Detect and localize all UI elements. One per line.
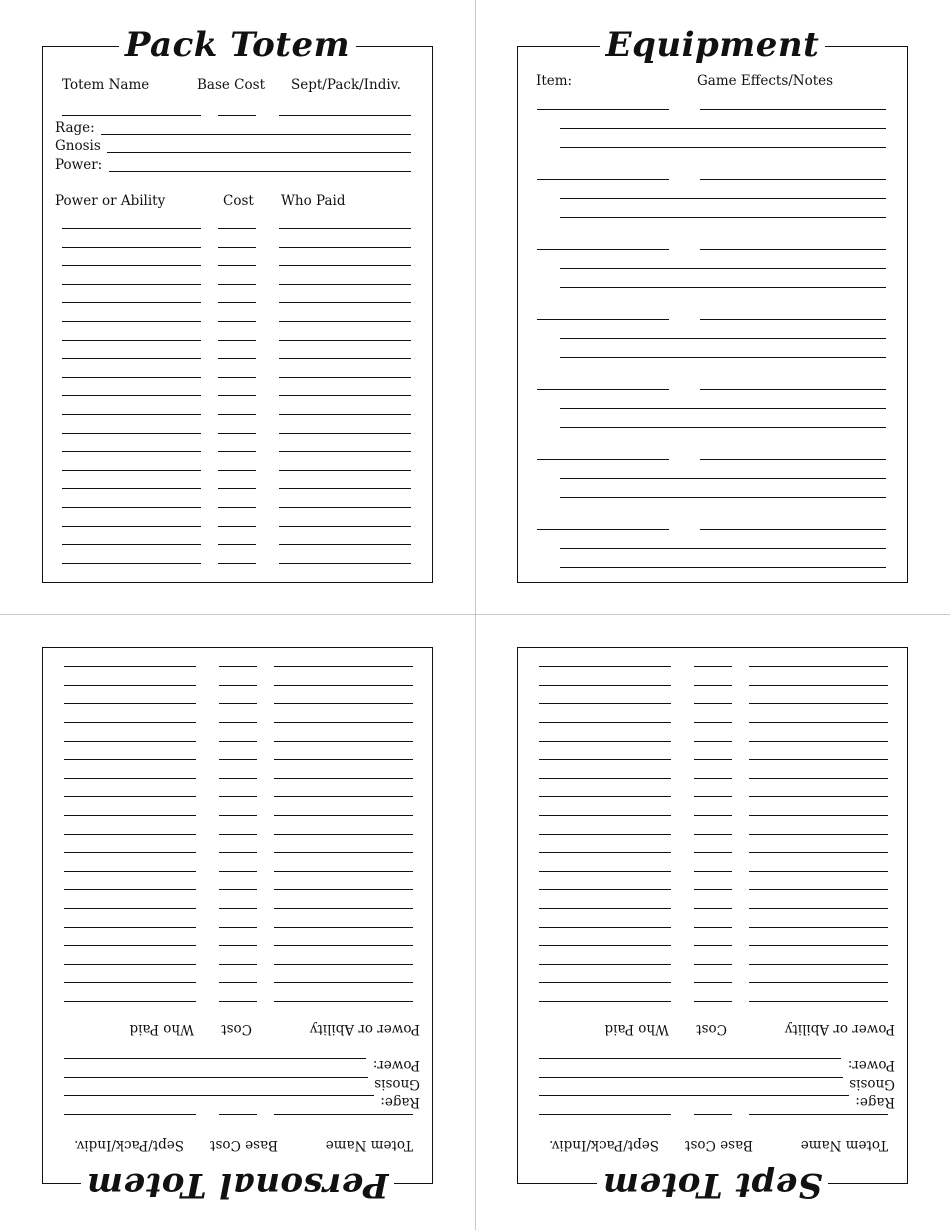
cost-line [694,703,732,704]
rage-line [64,1095,374,1096]
notes-line [560,128,886,129]
notes-line [560,198,886,199]
ability-line [749,834,888,835]
cost-line [218,302,256,303]
rage-line [101,134,411,135]
base-cost-label: Base Cost [685,1137,753,1153]
ability-line [749,871,888,872]
cost-line [694,778,732,779]
who-paid-line [64,703,196,704]
gnosis-label: Gnosis [374,1076,420,1092]
power-ability-label: Power or Ability [55,193,166,209]
totem-name-label: Totem Name [62,77,150,93]
notes-line [560,567,886,568]
effects-line [700,319,886,320]
gnosis-line [64,1077,368,1078]
notes-line [560,217,886,218]
ability-line [749,852,888,853]
who-paid-line [539,871,671,872]
notes-line [560,427,886,428]
cost-line [694,834,732,835]
effects-label: Game Effects/Notes [697,73,834,89]
cost-line [219,1001,257,1002]
cost-line [694,685,732,686]
notes-line [560,268,886,269]
who-paid-label: Who Paid [129,1021,194,1037]
who-paid-line [539,703,671,704]
ability-line [62,228,201,229]
ability-line [274,889,413,890]
who-paid-line [279,507,411,508]
who-paid-line [279,451,411,452]
power-line [64,1058,366,1059]
effects-line [700,249,886,250]
cost-line [218,358,256,359]
power-label: Power: [847,1057,895,1073]
ability-line [274,1001,413,1002]
ability-line [62,544,201,545]
base-cost-line [219,1114,257,1115]
cost-line [694,666,732,667]
cost-line [218,451,256,452]
ability-line [749,1001,888,1002]
cost-line [218,284,256,285]
who-paid-line [64,871,196,872]
sept-pack-line [64,1114,196,1115]
cost-line [219,982,257,983]
who-paid-line [279,321,411,322]
ability-line [749,796,888,797]
who-paid-line [64,834,196,835]
cost-label: Cost [221,1021,252,1037]
notes-line [560,287,886,288]
who-paid-line [279,414,411,415]
ability-line [62,265,201,266]
cost-line [694,964,732,965]
ability-line [749,945,888,946]
who-paid-line [539,964,671,965]
ability-line [274,834,413,835]
who-paid-line [539,982,671,983]
cost-line [218,321,256,322]
ability-line [62,302,201,303]
who-paid-line [64,741,196,742]
base-cost-label: Base Cost [197,77,265,93]
notes-line [560,497,886,498]
who-paid-line [64,889,196,890]
who-paid-line [279,433,411,434]
cost-line [219,685,257,686]
ability-line [62,470,201,471]
who-paid-line [279,340,411,341]
ability-line [749,908,888,909]
ability-line [749,759,888,760]
ability-line [274,871,413,872]
ability-line [62,433,201,434]
who-paid-line [279,526,411,527]
cost-line [219,945,257,946]
who-paid-line [279,302,411,303]
who-paid-label: Who Paid [281,193,346,209]
who-paid-line [539,778,671,779]
item-line [537,109,669,110]
power-line [109,171,411,172]
cost-line [218,544,256,545]
sept-pack-line [539,1114,671,1115]
cost-line [218,340,256,341]
personal-totem-card [42,647,433,1205]
ability-line [749,666,888,667]
totem-name-line [749,1114,888,1115]
cost-line [219,703,257,704]
who-paid-line [539,666,671,667]
who-paid-line [279,284,411,285]
power-label: Power: [55,157,103,173]
cost-line [218,488,256,489]
cost-line [219,871,257,872]
cost-line [694,871,732,872]
gnosis-label: Gnosis [55,138,101,154]
who-paid-line [539,741,671,742]
who-paid-line [539,927,671,928]
card-title-text: Sept Totem [597,1165,829,1205]
power-ability-label: Power or Ability [784,1021,895,1037]
item-line [537,179,669,180]
cost-line [218,265,256,266]
cost-line [694,889,732,890]
pack-totem-card [42,25,433,583]
power-ability-label: Power or Ability [309,1021,420,1037]
equipment-card [517,25,908,583]
ability-line [62,451,201,452]
cost-label: Cost [696,1021,727,1037]
ability-line [274,945,413,946]
who-paid-line [539,889,671,890]
ability-line [62,247,201,248]
vertical-cut-guide [475,0,476,1230]
item-line [537,529,669,530]
who-paid-label: Who Paid [604,1021,669,1037]
ability-line [274,927,413,928]
ability-line [274,852,413,853]
totem-name-line [62,115,201,116]
cost-line [219,666,257,667]
cost-label: Cost [223,193,254,209]
cost-line [219,778,257,779]
cost-line [219,759,257,760]
cost-line [218,377,256,378]
ability-line [62,507,201,508]
who-paid-line [64,666,196,667]
ability-line [274,666,413,667]
notes-line [560,147,886,148]
cost-line [218,470,256,471]
who-paid-line [539,908,671,909]
who-paid-line [539,685,671,686]
notes-line [560,478,886,479]
cost-line [694,908,732,909]
ability-line [274,741,413,742]
power-line [539,1058,841,1059]
horizontal-cut-guide [0,614,950,615]
who-paid-line [279,247,411,248]
card-title-text: Equipment [600,25,826,65]
effects-line [700,109,886,110]
cost-line [694,759,732,760]
totem-name-label: Totem Name [325,1137,413,1153]
cost-line [694,722,732,723]
who-paid-line [64,778,196,779]
cost-line [219,964,257,965]
ability-line [749,703,888,704]
ability-line [62,414,201,415]
cost-line [219,834,257,835]
who-paid-line [64,759,196,760]
ability-line [749,889,888,890]
cost-line [219,796,257,797]
cost-line [219,722,257,723]
who-paid-line [279,470,411,471]
card-title-text: Pack Totem [119,25,356,65]
ability-line [62,340,201,341]
cost-line [218,414,256,415]
ability-line [62,358,201,359]
base-cost-line [218,115,256,116]
who-paid-line [64,852,196,853]
rage-label: Rage: [380,1094,420,1110]
who-paid-line [64,945,196,946]
item-line [537,459,669,460]
cost-line [219,815,257,816]
gnosis-line [107,152,411,153]
cost-line [218,395,256,396]
who-paid-line [64,685,196,686]
ability-line [62,321,201,322]
ability-line [62,488,201,489]
sept-pack-label: Sept/Pack/Indiv. [291,77,401,93]
who-paid-line [64,796,196,797]
notes-line [560,548,886,549]
ability-line [274,796,413,797]
sept-totem-card [517,647,908,1205]
card-title-text: Personal Totem [81,1165,395,1205]
who-paid-line [539,1001,671,1002]
who-paid-line [64,1001,196,1002]
notes-line [560,408,886,409]
item-line [537,319,669,320]
base-cost-label: Base Cost [210,1137,278,1153]
card-title [518,25,907,71]
ability-line [749,741,888,742]
cost-line [219,908,257,909]
who-paid-line [64,964,196,965]
ability-line [749,982,888,983]
cost-line [694,982,732,983]
cost-line [219,889,257,890]
ability-line [274,722,413,723]
who-paid-line [279,358,411,359]
cost-line [218,433,256,434]
ability-line [62,563,201,564]
who-paid-line [539,852,671,853]
ability-line [274,964,413,965]
notes-line [560,357,886,358]
cost-line [694,927,732,928]
item-line [537,389,669,390]
ability-line [749,927,888,928]
effects-line [700,459,886,460]
cost-line [218,247,256,248]
card-title [518,1159,907,1205]
ability-line [749,722,888,723]
rage-line [539,1095,849,1096]
effects-line [700,389,886,390]
power-label: Power: [372,1057,420,1073]
who-paid-line [279,563,411,564]
cost-line [219,927,257,928]
ability-line [274,982,413,983]
rage-label: Rage: [855,1094,895,1110]
gnosis-line [539,1077,843,1078]
cost-line [219,852,257,853]
who-paid-line [64,722,196,723]
gnosis-label: Gnosis [849,1076,895,1092]
who-paid-line [539,722,671,723]
cost-line [218,507,256,508]
totem-name-line [274,1114,413,1115]
ability-line [274,685,413,686]
who-paid-line [539,834,671,835]
cost-line [694,815,732,816]
who-paid-line [64,815,196,816]
who-paid-line [64,908,196,909]
ability-line [62,284,201,285]
card-title [43,25,432,71]
card-title [43,1159,432,1205]
cost-line [218,563,256,564]
ability-line [749,964,888,965]
who-paid-line [279,488,411,489]
who-paid-line [64,927,196,928]
who-paid-line [279,544,411,545]
cost-line [218,526,256,527]
who-paid-line [539,796,671,797]
who-paid-line [279,377,411,378]
item-line [537,249,669,250]
ability-line [274,778,413,779]
who-paid-line [279,395,411,396]
who-paid-line [539,945,671,946]
ability-line [62,377,201,378]
ability-line [749,685,888,686]
who-paid-line [64,982,196,983]
effects-line [700,179,886,180]
cost-line [218,228,256,229]
rage-label: Rage: [55,120,95,136]
ability-line [274,759,413,760]
who-paid-line [279,265,411,266]
ability-line [62,395,201,396]
base-cost-line [694,1114,732,1115]
who-paid-line [539,759,671,760]
cost-line [694,741,732,742]
ability-line [749,815,888,816]
cost-line [694,945,732,946]
cost-line [694,852,732,853]
sept-pack-line [279,115,411,116]
cost-line [694,796,732,797]
item-label: Item: [536,73,573,89]
effects-line [700,529,886,530]
ability-line [274,703,413,704]
totem-name-label: Totem Name [800,1137,888,1153]
who-paid-line [539,815,671,816]
ability-line [62,526,201,527]
ability-line [274,908,413,909]
sept-pack-label: Sept/Pack/Indiv. [549,1137,659,1153]
notes-line [560,338,886,339]
ability-line [749,778,888,779]
cost-line [219,741,257,742]
cost-line [694,1001,732,1002]
ability-line [274,815,413,816]
who-paid-line [279,228,411,229]
sept-pack-label: Sept/Pack/Indiv. [74,1137,184,1153]
